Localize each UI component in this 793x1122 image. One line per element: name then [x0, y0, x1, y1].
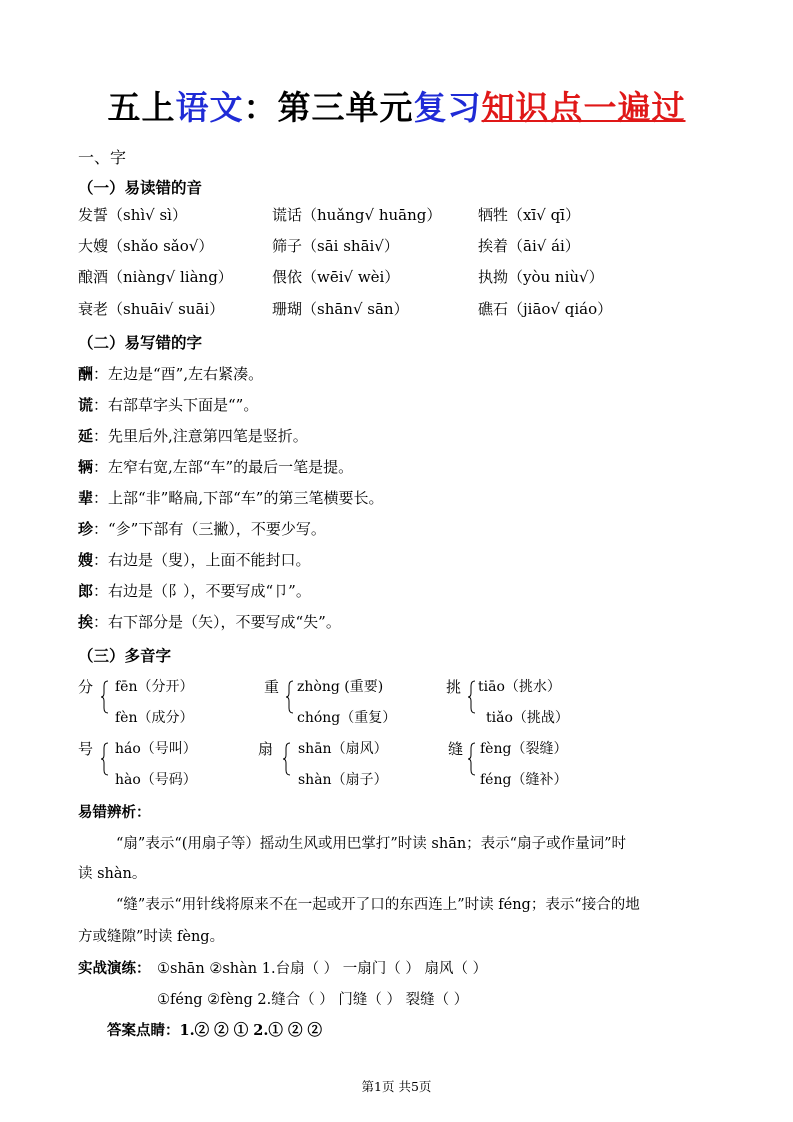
polyphone-reading: zhòng (重要) — [297, 679, 384, 695]
list-item — [78, 611, 341, 632]
target-char: 辆 — [78, 458, 94, 476]
reading-cell: 筛子（sāi shāi√） — [272, 237, 399, 255]
answer-label: 答案点睛： — [107, 1022, 180, 1039]
brace-icon — [101, 680, 109, 714]
title-part2: 语文 — [175, 88, 244, 127]
target-char: 延 — [78, 427, 94, 445]
polyphone-reading: shān（扇风） — [298, 741, 388, 757]
reading-cell: 珊瑚（shān√ sān） — [272, 300, 409, 318]
reading-cell: 偎依（wēi√ wèi） — [272, 268, 400, 286]
answer-line — [107, 1019, 322, 1040]
list-item — [78, 549, 311, 570]
reading-cell: 挨着（āi√ ái） — [478, 237, 580, 255]
practice-line: ①féng ②fèng 2.缝合（ ） 门缝（ ） 裂缝（ ） — [157, 992, 469, 1008]
polyphone-reading: tiǎo（挑战） — [486, 710, 569, 726]
reading-cell: 礁石（jiāo√ qiáo） — [478, 300, 613, 318]
list-item — [78, 456, 353, 477]
polyphone-reading: fēn（分开） — [115, 679, 194, 695]
reading-cell: 酿酒（niàng√ liàng） — [78, 268, 233, 286]
reading-cell: 牺牲（xī√ qī） — [478, 206, 580, 224]
reading-cell: 发誓（shì√ sì） — [78, 206, 187, 224]
polyphone-char: 挑 — [446, 678, 462, 696]
note-text: ：左边是“酉”,左右紧凑。 — [93, 365, 264, 383]
analysis-paragraph: “缝”表示“用针线将原来不在一起或开了口的东西连上”时读 féng；表示“接合的地 — [116, 897, 640, 913]
analysis-paragraph: 方或缝隙”时读 fèng。 — [78, 929, 225, 945]
analysis-title: 易错辨析： — [78, 804, 151, 821]
note-text: ：右部草字头下面是“”。 — [93, 396, 259, 414]
subheading-reading: （一）易读错的音 — [78, 179, 203, 197]
polyphone-reading: tiāo（挑水） — [478, 679, 561, 695]
target-char: 酬 — [78, 365, 94, 383]
list-item — [78, 394, 258, 415]
note-text: ：右边是（叟），上面不能封口。 — [93, 551, 311, 569]
polyphone-char: 分 — [78, 678, 94, 696]
practice-label: 实战演练： — [78, 960, 151, 977]
answer-text: 1.② ② ① 2.① ② ② — [179, 1022, 323, 1039]
section-heading: 一、字 — [78, 148, 127, 167]
polyphone-reading: chóng（重复） — [297, 710, 397, 726]
subheading-polyphones: （三）多音字 — [78, 647, 172, 665]
title-part4: 复习 — [413, 88, 482, 127]
note-text: ：右下部分是（矢），不要写成“失”。 — [93, 613, 341, 631]
target-char: 挨 — [78, 613, 94, 631]
brace-icon — [286, 680, 294, 714]
list-item — [78, 580, 311, 601]
polyphone-reading: fèng（裂缝） — [480, 741, 568, 757]
polyphone-char: 缝 — [448, 740, 464, 758]
polyphone-reading: shàn（扇子） — [298, 772, 388, 788]
list-item — [78, 425, 308, 446]
polyphone-reading: fèn（成分） — [115, 710, 194, 726]
note-text: ：“㐱”下部有（三撇），不要少写。 — [93, 520, 326, 538]
analysis-paragraph: 读 shàn。 — [78, 866, 147, 882]
polyphone-char: 扇 — [258, 740, 274, 758]
target-char: 嫂 — [78, 551, 94, 569]
note-text: ：左窄右宽,左部“车”的最后一笔是提。 — [93, 458, 354, 476]
page-footer: 第1页 共5页 — [361, 1079, 432, 1094]
practice-line: ①shān ②shàn 1.台扇（ ） 一扇门（ ） 扇风（ ） — [157, 961, 488, 977]
title-part5: 知识点一遍过 — [481, 88, 686, 127]
list-item — [78, 487, 383, 508]
brace-icon — [468, 742, 476, 776]
list-item — [78, 518, 326, 539]
brace-icon — [283, 742, 291, 776]
note-text: ：先里后外,注意第四笔是竖折。 — [93, 427, 308, 445]
reading-cell: 大嫂（shǎo sǎo√） — [78, 237, 214, 255]
target-char: 辈 — [78, 489, 94, 507]
reading-cell: 执拗（yòu niù√） — [478, 268, 604, 286]
analysis-paragraph: “扇”表示“(用扇子等）摇动生风或用巴掌打”时读 shān；表示“扇子或作量词”时 — [116, 836, 627, 852]
title-part3: ：第三单元 — [243, 88, 414, 127]
polyphone-reading: féng（缝补） — [480, 772, 568, 788]
target-char: 谎 — [78, 396, 94, 414]
note-text: ：右边是（阝），不要写成“卩”。 — [93, 582, 311, 600]
brace-icon — [468, 680, 476, 714]
brace-icon — [101, 742, 109, 776]
reading-cell: 衰老（shuāi√ suāi） — [78, 300, 225, 318]
target-char: 郎 — [78, 582, 94, 600]
polyphone-char: 号 — [78, 740, 94, 758]
list-item — [78, 363, 263, 384]
page-title — [0, 82, 793, 129]
polyphone-reading: hào（号码） — [115, 772, 197, 788]
polyphone-reading: háo（号叫） — [115, 741, 197, 757]
target-char: 珍 — [78, 520, 94, 538]
reading-cell: 谎话（huǎng√ huāng） — [272, 206, 442, 224]
subheading-writing: （二）易写错的字 — [78, 334, 203, 352]
title-part1: 五上 — [107, 88, 176, 127]
polyphone-char: 重 — [264, 678, 280, 696]
note-text: ：上部“非”略扁,下部“车”的第三笔横要长。 — [93, 489, 384, 507]
